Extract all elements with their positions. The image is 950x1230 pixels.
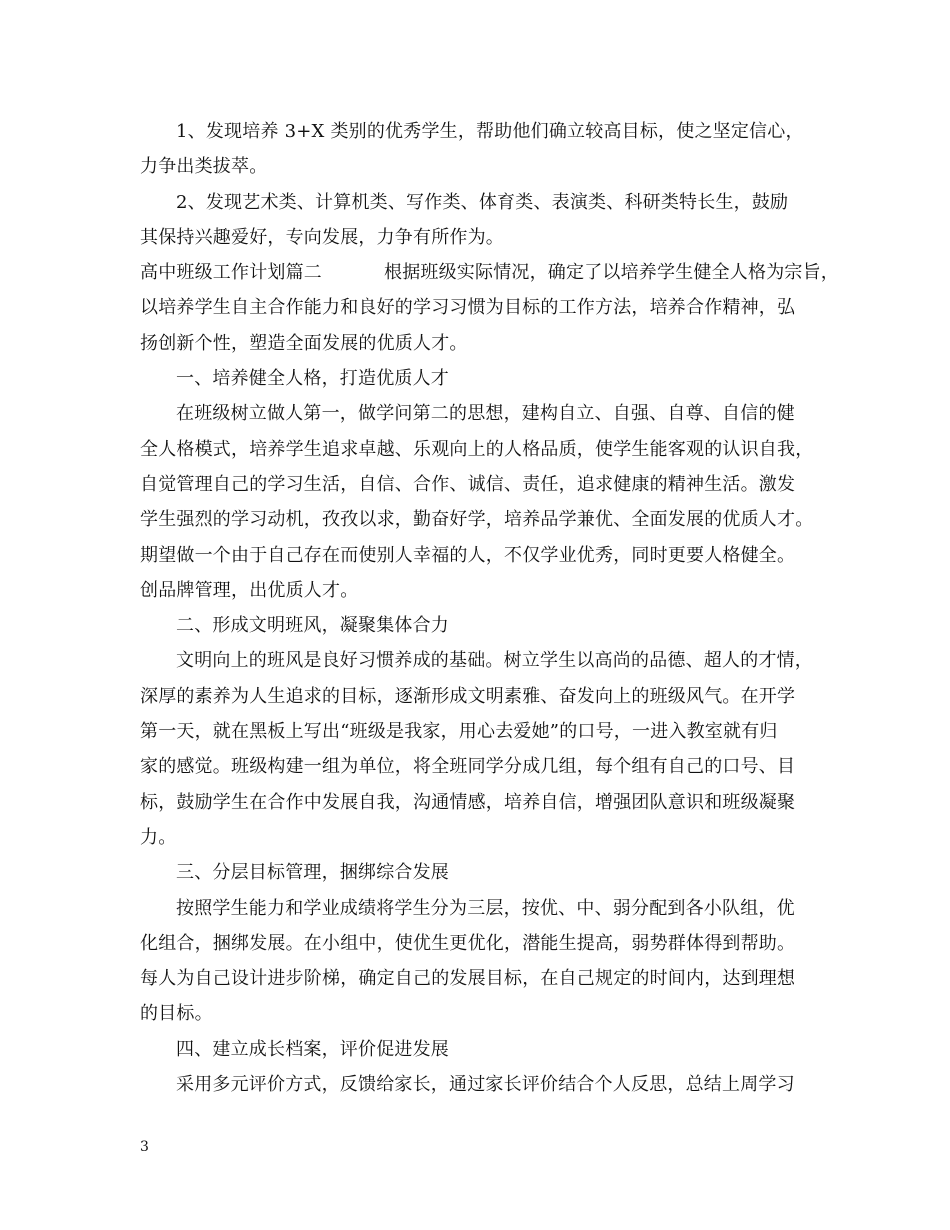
section-heading: 三、分层目标管理，捆绑综合发展 <box>176 862 449 884</box>
paragraph-line: 其保持兴趣爱好，专向发展，力争有所作为。 <box>140 226 504 248</box>
paragraph-line: 标，鼓励学生在合作中发展自我，沟通情感，培养自信，增强团队意识和班级凝聚 <box>140 791 796 813</box>
paragraph-line: 在班级树立做人第一，做学问第二的思想，建构自立、自强、自尊、自信的健 <box>176 403 795 425</box>
section-title-line <box>140 255 839 290</box>
paragraph-line: 第一天，就在黑板上写出“班级是我家，用心去爱她”的口号，一进入教室就有归 <box>140 721 778 743</box>
paragraph-line: 自觉管理自己的学习生活，自信、合作、诚信、责任，追求健康的精神生活。激发 <box>140 473 796 495</box>
paragraph-line: 学生强烈的学习动机，孜孜以求，勤奋好学，培养品学兼优、全面发展的优质人才。 <box>140 509 814 531</box>
paragraph-line: 采用多元评价方式，反馈给家长，通过家长评价结合个人反思，总结上周学习 <box>176 1074 795 1096</box>
section-heading: 二、形成文明班风，凝聚集体合力 <box>176 615 449 637</box>
document-body <box>140 114 839 1102</box>
paragraph-line: 力争出类拔萃。 <box>140 156 268 178</box>
paragraph-line: 2、发现艺术类、计算机类、写作类、体育类、表演类、科研类特长生，鼓励 <box>176 191 789 213</box>
paragraph-line: 每人为自己设计进步阶梯，确定自己的发展目标，在自己规定的时间内，达到理想 <box>140 968 796 990</box>
page-number: 3 <box>140 1139 149 1155</box>
paragraph-line: 创品牌管理，出优质人才。 <box>140 579 359 601</box>
paragraph-line: 化组合，捆绑发展。在小组中，使优生更优化，潜能生提高，弱势群体得到帮助。 <box>140 932 796 954</box>
paragraph-line: 全人格模式，培养学生追求卓越、乐观向上的人格品质，使学生能客观的认识自我， <box>140 438 814 460</box>
paragraph-line: 根据班级实际情况，确定了以培养学生健全人格为宗旨， <box>384 262 839 284</box>
section-heading: 四、建立成长档案，评价促进发展 <box>176 1038 449 1060</box>
paragraph-line: 1、发现培养 3+X 类别的优秀学生，帮助他们确立较高目标，使之坚定信心， <box>176 121 804 142</box>
paragraph-line: 的目标。 <box>140 1003 213 1025</box>
section-title: 高中班级工作计划篇二 <box>140 262 322 284</box>
section-heading: 一、培养健全人格，打造优质人才 <box>176 368 449 390</box>
paragraph-line: 文明向上的班风是良好习惯养成的基础。树立学生以高尚的品德、超人的才情， <box>176 650 813 672</box>
paragraph-line: 按照学生能力和学业成绩将学生分为三层，按优、中、弱分配到各小队组，优 <box>176 897 795 919</box>
paragraph-line: 以培养学生自主合作能力和良好的学习习惯为目标的工作方法，培养合作精神，弘 <box>140 297 796 319</box>
paragraph-line: 深厚的素养为人生追求的目标，逐渐形成文明素雅、奋发向上的班级风气。在开学 <box>140 685 796 707</box>
paragraph-line: 家的感觉。班级构建一组为单位，将全班同学分成几组，每个组有自己的口号、目 <box>140 756 796 778</box>
paragraph-line: 期望做一个由于自己存在而使别人幸福的人，不仅学业优秀，同时更要人格健全。 <box>140 544 796 566</box>
paragraph-line: 力。 <box>140 826 177 848</box>
paragraph-line: 扬创新个性，塑造全面发展的优质人才。 <box>140 332 468 354</box>
